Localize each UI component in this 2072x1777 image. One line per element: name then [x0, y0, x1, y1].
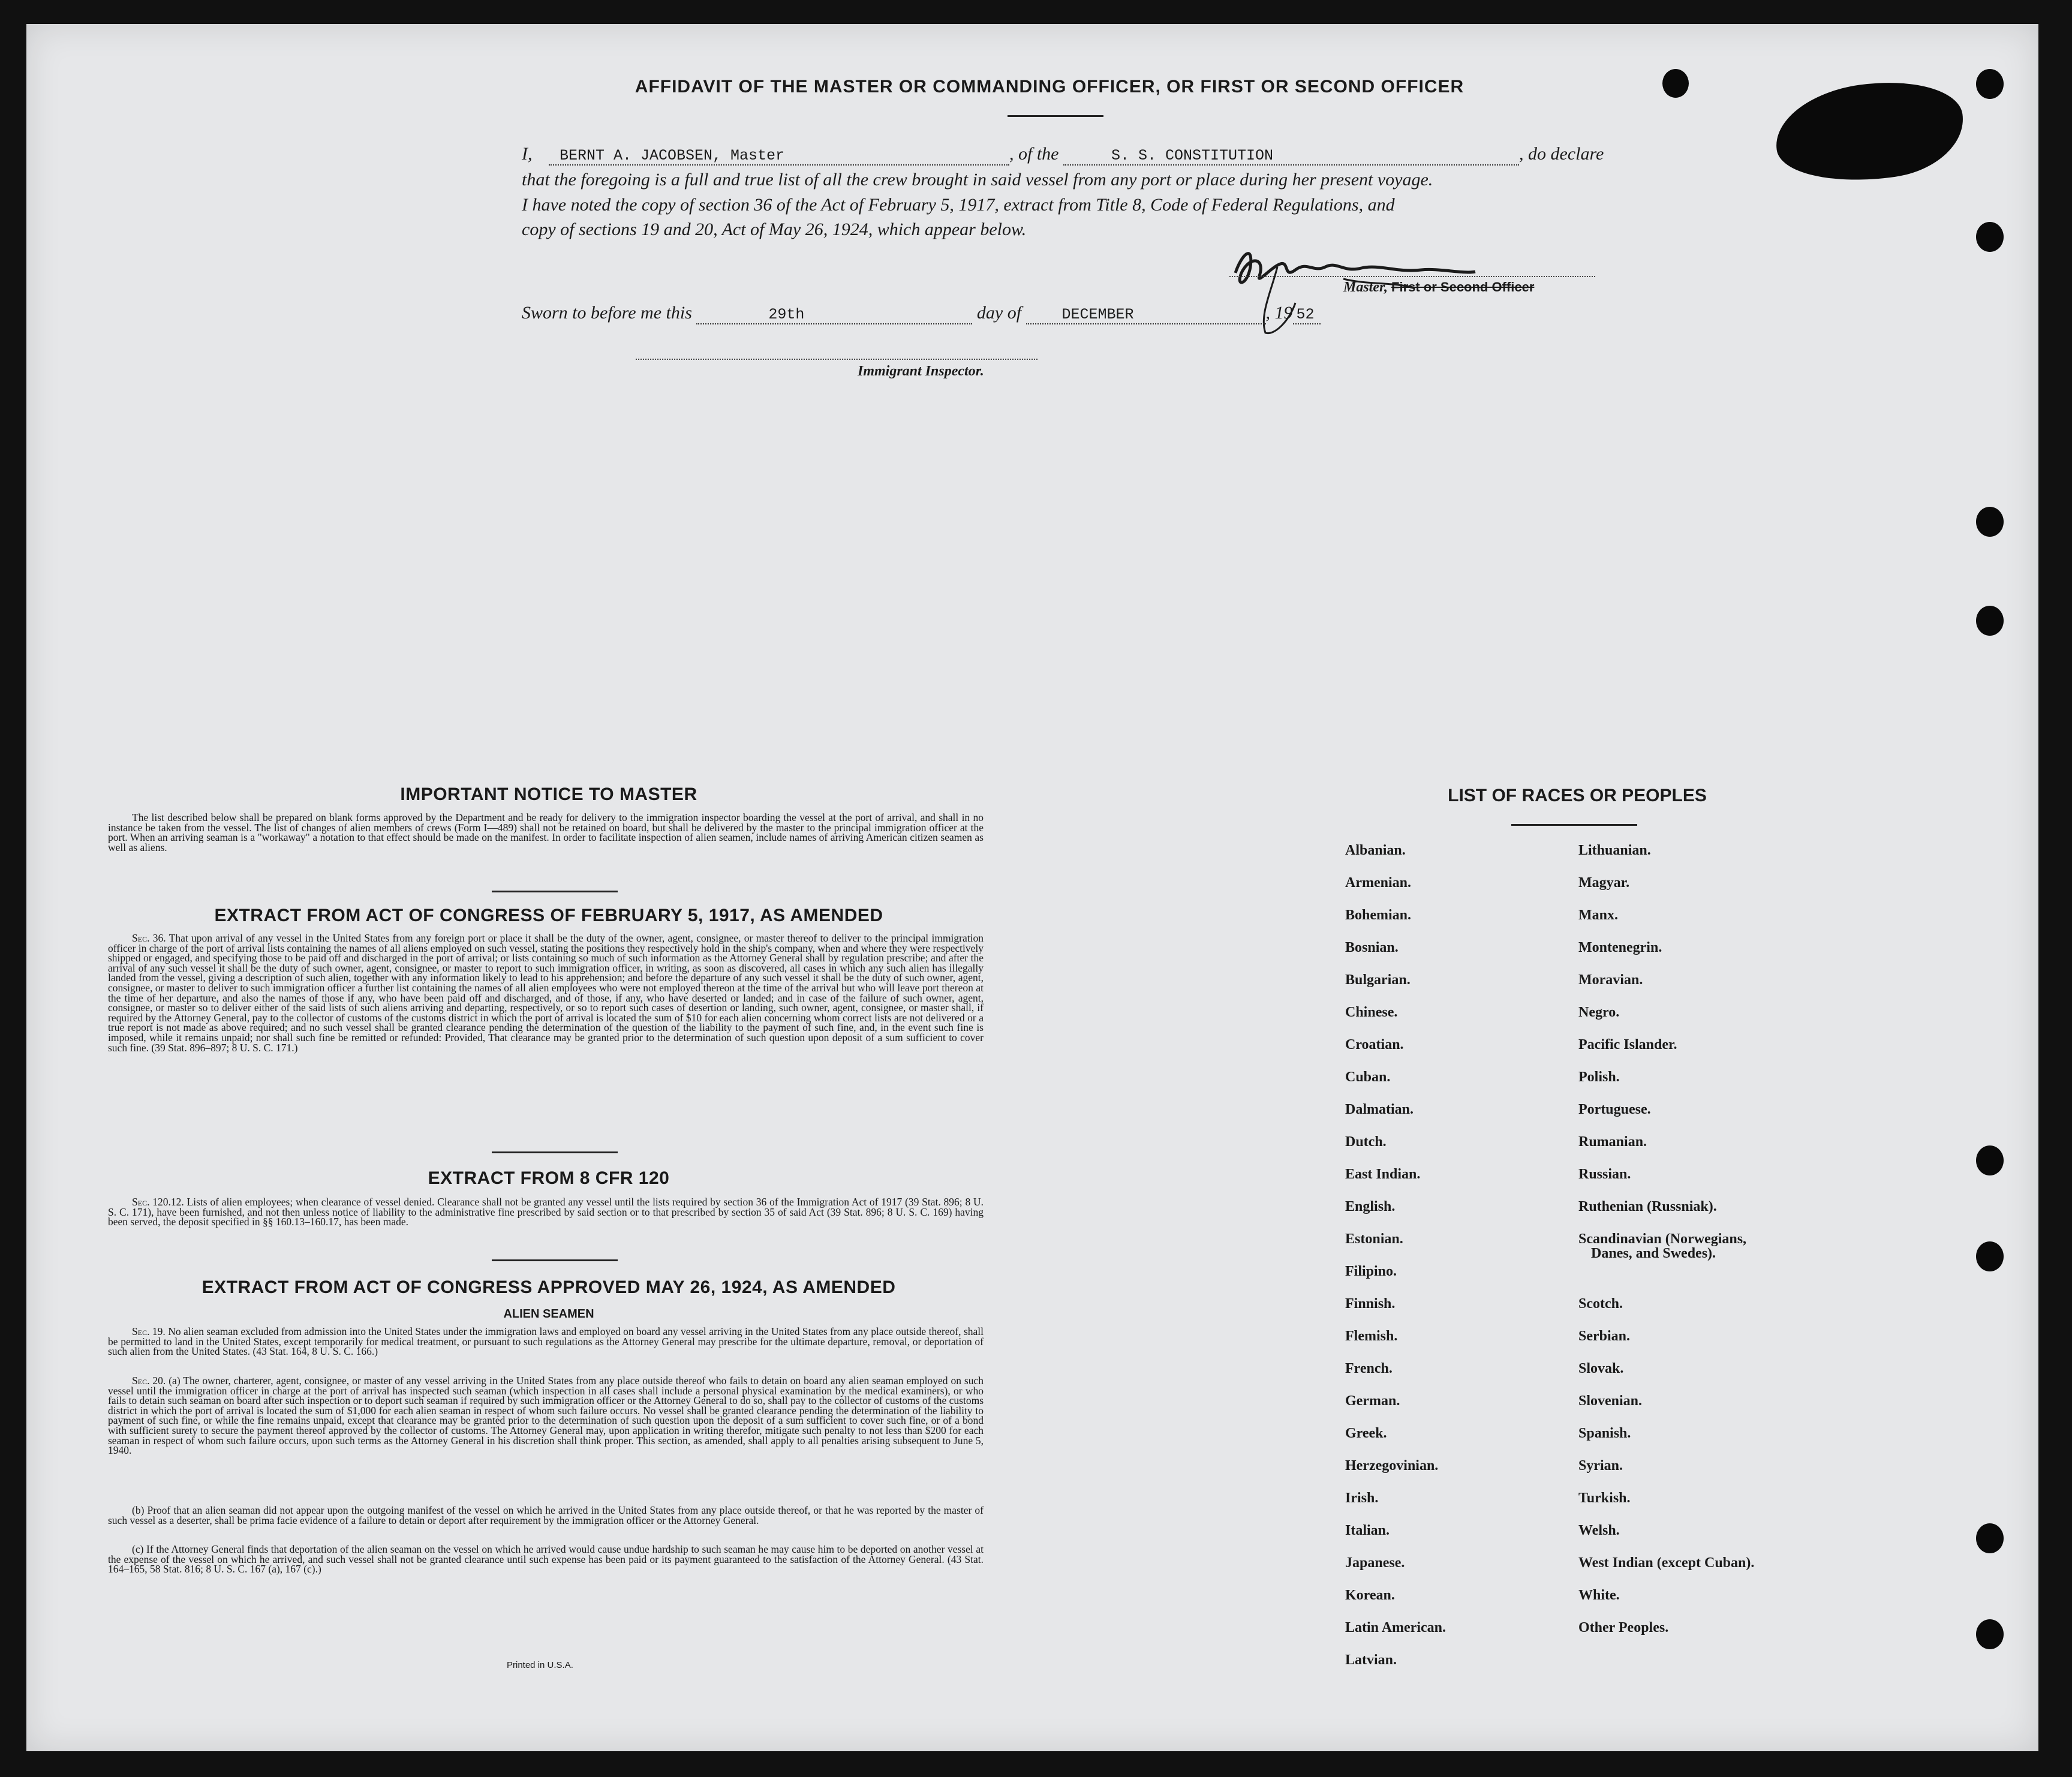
sec36-body: That upon arrival of any vessel in the United States from any foreign port or place it shall be the duty of the owner, agent, consignee, or master thereof to deliver to the principal immigration officer in charge of the port of arrival lists containing the names of all aliens employed on such vessel, stating the positions they respectively hold in the ship's company, when and where they were respectively shipped or engaged, and specifying those to be paid off and discharged in the port of arrival; or lists containing so much of such information as the Attorney General shall by regulation prescribe; and after the arrival of any such vessel it shall be the duty of such owner, agent, consignee, or master to report to such immigration officer, in writing, as soon as discovered, all cases in which any such alien has illegally landed from the vessel, giving a description of such alien, together with any information likely to lead to his apprehension; and before the departure of any such vessel it shall be the duty of such owner, agent, consignee, or master to deliver to such immigration officer a further list containing the names of all alien employees who were not employed thereon at the time of the arrival but who will leave port thereon at the time of her departure, and also the names of those if any, who have been paid off and discharged, and of those, if any, who have deserted or landed; and in case of the failure of such owner, agent, consignee, or master so to deliver either of the said lists of such aliens arriving and departing, respectively, or so to report such cases of desertion or landing, such owner, agent, consignee, or master shall, if required by the Attorney General, pay to the collector of customs of the customs district in which the port of arrival is located the sum of $10 for each alien concerning whom correct lists are not delivered or a true report is not made as above required; and no such vessel shall be granted clearance pending the determination of the question of the liability to the payment of such fine, and, in the event such fine is imposed, while it remains unpaid; nor shall such fine be remitted or refunded: Provided, That clearance may be granted prior to the determination of such question upon deposit of a sum sufficient to cover such fine. (39 Stat. 896–897; 8 U. S. C. 171.) [108, 932, 984, 1054]
sec20b-body: (b) Proof that an alien seaman did not appear upon the outgoing manifest of the vessel on which he arrived in the United States from any place outside thereof, or that he was reported by the master of such vessel as a deserter, shall be prima facie evidence of a failure to detain or deport after requirement by the immigration officer or the Attorney General. [108, 1504, 984, 1526]
sec20c-text [108, 1544, 984, 1574]
extract-cfr-title: EXTRACT FROM 8 CFR 120 [428, 1168, 670, 1188]
race-item: Polish. [1578, 1069, 1620, 1085]
sec20a-text [108, 1376, 984, 1456]
vessel-name-field: S. S. CONSTITUTION [1063, 147, 1519, 166]
race-item: Italian. [1345, 1523, 1390, 1538]
struck-officer-caption: First or Second Officer [1391, 279, 1535, 294]
sworn-day-field: 29th [696, 306, 972, 324]
race-item: Bosnian. [1345, 940, 1399, 955]
printed-in-usa: Printed in U.S.A. [507, 1660, 573, 1670]
sworn-year-field: 52 [1293, 306, 1321, 324]
notice-text [108, 813, 984, 852]
alien-seamen-subtitle: ALIEN SEAMEN [503, 1307, 594, 1321]
document-page [26, 24, 2038, 1751]
sec19-label: Sec. 19. [132, 1325, 166, 1337]
i-label: I, [522, 144, 533, 164]
race-item: Magyar. [1578, 875, 1630, 891]
race-item: Irish. [1345, 1490, 1379, 1506]
affidavit-title-rule [1008, 115, 1103, 117]
race-item: West Indian (except Cuban). [1578, 1555, 1755, 1571]
race-item: Serbian. [1578, 1328, 1631, 1344]
race-item: Dalmatian. [1345, 1102, 1414, 1117]
race-item: Armenian. [1345, 875, 1411, 891]
races-title-rule [1511, 824, 1637, 826]
race-item: Pacific Islander. [1578, 1037, 1677, 1053]
inspector-caption: Immigrant Inspector. [858, 363, 984, 379]
race-item: Montenegrin. [1578, 940, 1662, 955]
punch-hole [1976, 606, 2004, 636]
race-item: Bohemian. [1345, 907, 1412, 923]
race-item: Chinese. [1345, 1005, 1398, 1020]
sec20c-body: (c) If the Attorney General finds that deportation of the alien seaman on the vessel on which he arrived would cause undue hardship to such seaman he may cause him to be deported on another vessel at the expense of the vessel on which he arrived, and such vessel shall not be granted clearance until such expense has been paid or its payment guaranteed to the satisfaction of the Attorney General. (43 Stat. 164–165, 58 Stat. 816; 8 U. S. C. 167 (a), 167 (c).) [108, 1543, 984, 1575]
races-title: LIST OF RACES OR PEOPLES [1448, 786, 1707, 805]
day-of-label: day of [976, 303, 1022, 323]
punch-hole [1976, 69, 2004, 99]
sec120-label: Sec. 120.12. [132, 1196, 184, 1208]
race-item: Slovenian. [1578, 1393, 1643, 1409]
punch-hole [1976, 1523, 2004, 1553]
race-item: Scandinavian (Norwegians, [1578, 1231, 1747, 1247]
race-item: Latin American. [1345, 1620, 1446, 1635]
race-item: Moravian. [1578, 972, 1643, 988]
section-rule [492, 891, 618, 892]
punch-hole [1976, 1241, 2004, 1271]
extract-1924-title: EXTRACT FROM ACT OF CONGRESS APPROVED MAY 26, 1924, AS AMENDED [202, 1277, 896, 1297]
sec19-text [108, 1327, 984, 1357]
punch-hole [1976, 1619, 2004, 1649]
sworn-line [522, 303, 1321, 324]
race-item: Latvian. [1345, 1652, 1397, 1668]
extract-cfr-text [108, 1197, 984, 1227]
race-item: Dutch. [1345, 1134, 1387, 1150]
race-item: Finnish. [1345, 1296, 1396, 1312]
race-item: Spanish. [1578, 1426, 1631, 1441]
race-item: Herzegovinian. [1345, 1458, 1439, 1474]
affidavit-declaration-line [522, 144, 1604, 166]
race-item: Negro. [1578, 1005, 1620, 1020]
sworn-month-field: DECEMBER [1026, 306, 1266, 324]
inspector-signature-line [636, 359, 1037, 360]
race-item: Rumanian. [1578, 1134, 1647, 1150]
of-the-label: , of the [1009, 144, 1059, 164]
signature-line [1229, 276, 1595, 277]
race-item: Russian. [1578, 1166, 1631, 1182]
master-caption: Master, [1343, 279, 1388, 295]
race-item: Syrian. [1578, 1458, 1623, 1474]
race-item: Slovak. [1578, 1361, 1624, 1376]
sworn-label: Sworn to before me this [522, 303, 692, 323]
race-item: Cuban. [1345, 1069, 1391, 1085]
affidavit-title: AFFIDAVIT OF THE MASTER OR COMMANDING OFFICER, OR FIRST OR SECOND OFFICER [634, 77, 1464, 97]
signature-caption [1343, 279, 1534, 296]
race-item: Welsh. [1578, 1523, 1620, 1538]
extract-1917-title: EXTRACT FROM ACT OF CONGRESS OF FEBRUARY 5, 1917, AS AMENDED [214, 906, 883, 925]
notice-body: The list described below shall be prepared on blank forms approved by the Department and be ready for delivery to the immigration inspector boarding the vessel at the port of arrival, and shall in no instance be taken from the vessel. The list of changes of alien members of crews (Form I—489) shall not be retained on board, but shall be delivered by the master to the principal immigration officer at the port. When an arriving seaman is a "workaway" a notation to that effect should be made on the manifest. In order to facilitate inspection of alien seamen, include names of arriving American citizen seamen as well as aliens. [108, 811, 984, 853]
race-item: East Indian. [1345, 1166, 1421, 1182]
race-item: Filipino. [1345, 1264, 1397, 1279]
race-item: French. [1345, 1361, 1393, 1376]
race-item: Japanese. [1345, 1555, 1405, 1571]
race-item: Ruthenian (Russniak). [1578, 1199, 1717, 1214]
race-item: Portuguese. [1578, 1102, 1651, 1117]
race-item: Estonian. [1345, 1231, 1403, 1247]
race-item: Bulgarian. [1345, 972, 1411, 988]
race-item: Croatian. [1345, 1037, 1404, 1053]
race-item: Lithuanian. [1578, 843, 1651, 858]
race-item: Korean. [1345, 1587, 1395, 1603]
race-item: Albanian. [1345, 843, 1406, 858]
race-item: Scotch. [1578, 1296, 1623, 1312]
punch-hole [1976, 1145, 2004, 1175]
affidavit-line-3: I have noted the copy of section 36 of the Act of February 5, 1917, extract from Title 8, Code of Federal Regulations, and [522, 195, 1395, 215]
race-item: German. [1345, 1393, 1400, 1409]
sec36-label: Sec. 36. [132, 932, 166, 944]
affidavit-line-4: copy of sections 19 and 20, Act of May 26, 1924, which appear below. [522, 220, 1027, 239]
punch-hole [1662, 69, 1689, 98]
sec19-body: No alien seaman excluded from admission into the United States under the immigration laws and employed on board any vessel arriving in the United States from any place outside thereof, shall be permitted to land in the United States, except temporarily for medical treatment, or pursuant to such regulations as the Attorney General may prescribe for the ultimate departure, removal, or deportation of such alien from the United States. (43 Stat. 164, 8 U. S. C. 166.) [108, 1325, 984, 1358]
sec120-body: Lists of alien employees; when clearance of vessel denied. Clearance shall not be granted any vessel until the lists required by section 36 of the Immigration Act of 1917 (39 Stat. 896; 8 U. S. C. 171), have been furnished, and not then unless notice of liability to the administrative fine prescribed by said section or to that prescribed by section 35 of said Act (39 Stat. 896; 8 U. S. C. 169) having been served, the deposit specified in §§ 160.13–160.17, has been made. [108, 1196, 984, 1228]
punch-hole [1976, 222, 2004, 252]
race-item: Flemish. [1345, 1328, 1398, 1344]
race-item: Manx. [1578, 907, 1618, 923]
race-item: White. [1578, 1587, 1620, 1603]
race-item: Turkish. [1578, 1490, 1631, 1506]
section-rule [492, 1151, 618, 1153]
sec20-label: Sec. 20. [132, 1375, 166, 1387]
sec20b-text [108, 1505, 984, 1525]
section-rule [492, 1259, 618, 1261]
affidavit-line-2: that the foregoing is a full and true list of all the crew brought in said vessel from any port or place during her present voyage. [522, 170, 1433, 190]
race-item: Danes, and Swedes). [1591, 1246, 1716, 1261]
do-declare-label: , do declare [1519, 144, 1604, 164]
punch-hole [1976, 507, 2004, 537]
master-name-field: BERNT A. JACOBSEN, Master [549, 147, 1009, 166]
race-item: English. [1345, 1199, 1396, 1214]
race-item: Other Peoples. [1578, 1620, 1669, 1635]
race-item: Greek. [1345, 1426, 1387, 1441]
extract-1917-text [108, 933, 984, 1053]
sec20a-body: (a) The owner, charterer, agent, consignee, or master of any vessel arriving in the United States from any place outside thereof who fails to detain on board any alien seaman employed on such vessel until the immigration officer in charge at the port of arrival has inspected such seaman (which inspection in all cases shall include a personal physical examination by the medical examiners), or who fails to detain such seaman on board after such inspection or to deport such seaman if required by such immigration officer or the Attorney General to do so, shall pay to the collector of customs of the customs district in which the port of arrival is located the sum of $1,000 for each alien seaman in respect of whom such failure occurs. No vessel shall be granted clearance pending the determination of the liability to payment of such fine, or while the fine remains unpaid, except that clearance may be granted prior to the determination of such question upon the deposit of a sum sufficient to cover such fine, or of a bond with sufficient surety to secure the payment thereof approved by the collector of customs. The Attorney General may, upon application in writing therefor, mitigate such penalty to not less than $200 for each seaman in respect of whom such failure occurs, upon such terms as the Attorney General in his discretion shall think proper. This section, as amended, shall apply to all penalties arising subsequent to June 5, 1940. [108, 1375, 984, 1457]
year-prefix: , 19 [1265, 303, 1293, 323]
notice-title: IMPORTANT NOTICE TO MASTER [400, 784, 697, 804]
